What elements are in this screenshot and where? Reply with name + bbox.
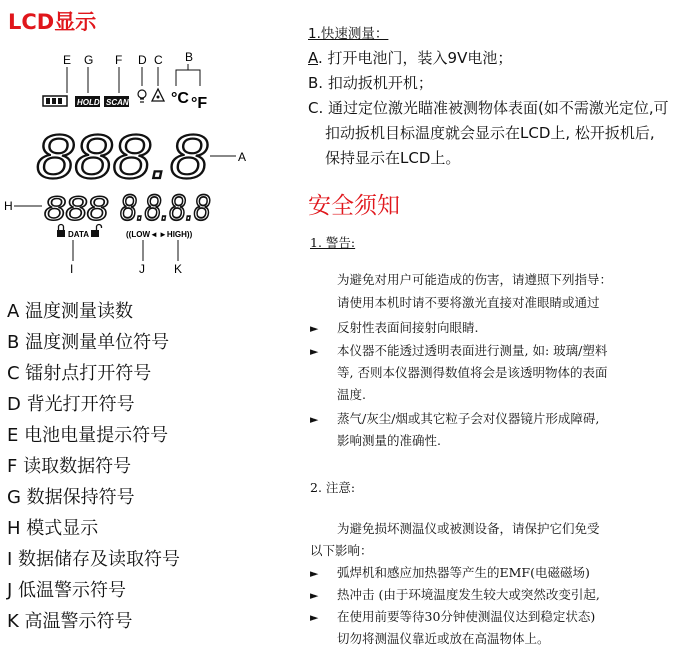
callout-d: D bbox=[138, 53, 147, 67]
legend-item-h: H 模式显示 bbox=[7, 518, 99, 539]
high-label: ►HIGH)) bbox=[159, 230, 193, 239]
callout-k: K bbox=[174, 262, 183, 276]
step-b: B. 扣动扳机开机； bbox=[308, 74, 433, 92]
scan-icon bbox=[104, 96, 129, 107]
celsius-symbol: °C bbox=[171, 90, 189, 107]
legend-item-k: K 高温警示符号 bbox=[7, 611, 133, 632]
note-bullet-3-line-2: 切勿将测温仪靠近或放在高温物体上。 bbox=[337, 631, 550, 646]
svg-text:SCAN: SCAN bbox=[106, 98, 129, 107]
callout-a: A bbox=[238, 150, 247, 164]
legend-item-j: J 低温警示符号 bbox=[7, 580, 127, 601]
note-intro-line-2: 以下影响： bbox=[310, 543, 373, 558]
bullet-arrow-icon: ► bbox=[310, 322, 319, 335]
legend-item-c: C 镭射点打开符号 bbox=[7, 363, 152, 384]
quick-measure-title: 1.快速测量： bbox=[308, 26, 389, 42]
callout-e: E bbox=[63, 53, 72, 67]
step-c-line-3: 保持显示在LCD上。 bbox=[325, 149, 461, 167]
callout-c: C bbox=[154, 53, 163, 67]
legend-item-f: F 读取数据符号 bbox=[7, 456, 132, 477]
legend-item-e: E 电池电量提示符号 bbox=[7, 425, 169, 446]
warning-bullet-2-line-2: 等, 否则本仪器测得数值将会是该透明物体的表面 bbox=[337, 365, 608, 380]
main-reading-digits: 888.8 bbox=[36, 123, 209, 192]
note-intro-line-1: 为避免损坏测温仪或被测设备，请保护它们免受 bbox=[337, 521, 600, 536]
laser-warning-icon bbox=[152, 89, 164, 101]
note-bullet-3-line-1: 在使用前要等待30分钟使测温仪达到稳定状态) bbox=[337, 609, 596, 624]
lcd-section-title: LCD显示 bbox=[8, 10, 97, 34]
warning-bullet-2-line-3: 温度. bbox=[337, 387, 366, 402]
bullet-arrow-icon: ► bbox=[310, 589, 319, 602]
note-title: 2. 注意: bbox=[310, 480, 356, 495]
warning-title: 1. 警告: bbox=[310, 235, 356, 250]
callout-h: H bbox=[4, 199, 13, 213]
safety-title: 安全须知 bbox=[308, 193, 400, 219]
step-c: C. 通过定位激光瞄准被测物体表面(如不需激光定位,可 bbox=[308, 99, 669, 117]
legend-item-i: I 数据储存及读取符号 bbox=[7, 549, 181, 570]
bullet-arrow-icon: ► bbox=[310, 345, 319, 358]
bullet-arrow-icon: ► bbox=[310, 611, 319, 624]
step-a: A. 打开电池门，装入9V电池； bbox=[308, 49, 513, 67]
warning-intro-line-2: 请使用本机时请不要将激光直接对准眼睛或通过 bbox=[337, 295, 600, 310]
bullet-arrow-icon: ► bbox=[310, 567, 319, 580]
callout-i: I bbox=[70, 262, 74, 276]
legend-item-g: G 数据保持符号 bbox=[7, 487, 135, 508]
fahrenheit-symbol: °F bbox=[191, 95, 208, 112]
bullet-arrow-icon: ► bbox=[310, 413, 319, 426]
callout-f: F bbox=[115, 53, 123, 67]
callout-g: G bbox=[84, 53, 94, 67]
warning-bullet-2-line-1: 本仪器不能透过透明表面进行测量, 如: 玻璃/塑料 bbox=[337, 343, 608, 358]
battery-icon bbox=[43, 96, 67, 106]
warning-bullet-1: 反射性表面间接射向眼睛. bbox=[337, 320, 479, 335]
mode-display-chars: 888 bbox=[44, 190, 109, 228]
warning-bullet-3-line-1: 蒸气/灰尘/烟或其它粒子会对仪器镜片形成障碍, bbox=[337, 411, 600, 426]
legend-item-d: D 背光打开符号 bbox=[7, 394, 135, 415]
backlight-bulb-icon bbox=[138, 90, 146, 102]
svg-text:HOLD: HOLD bbox=[77, 98, 100, 107]
callout-j: J bbox=[139, 262, 145, 276]
low-label: ((LOW◄ bbox=[126, 230, 158, 239]
lcd-diagram bbox=[0, 46, 300, 286]
step-c-line-2: 扣动扳机目标温度就会显示在LCD上, 松开扳机后, bbox=[325, 124, 655, 142]
sub-reading-digits: 8.8.8.8 bbox=[120, 187, 210, 228]
warning-intro-line-1: 为避免对用户可能造成的伤害，请遵照下列指导： bbox=[337, 272, 613, 287]
note-bullet-1: 弧焊机和感应加热器等产生的EMF(电磁磁场) bbox=[337, 565, 590, 580]
legend-item-a: A 温度测量读数 bbox=[7, 301, 134, 322]
legend-item-b: B 温度测量单位符号 bbox=[7, 332, 170, 353]
data-label: DATA bbox=[68, 230, 90, 239]
callout-b: B bbox=[185, 50, 194, 64]
note-bullet-2: 热冲击 (由于环境温度发生较大或突然改变引起, bbox=[337, 587, 600, 602]
hold-icon bbox=[75, 96, 100, 107]
warning-bullet-3-line-2: 影响测量的准确性. bbox=[337, 433, 441, 448]
